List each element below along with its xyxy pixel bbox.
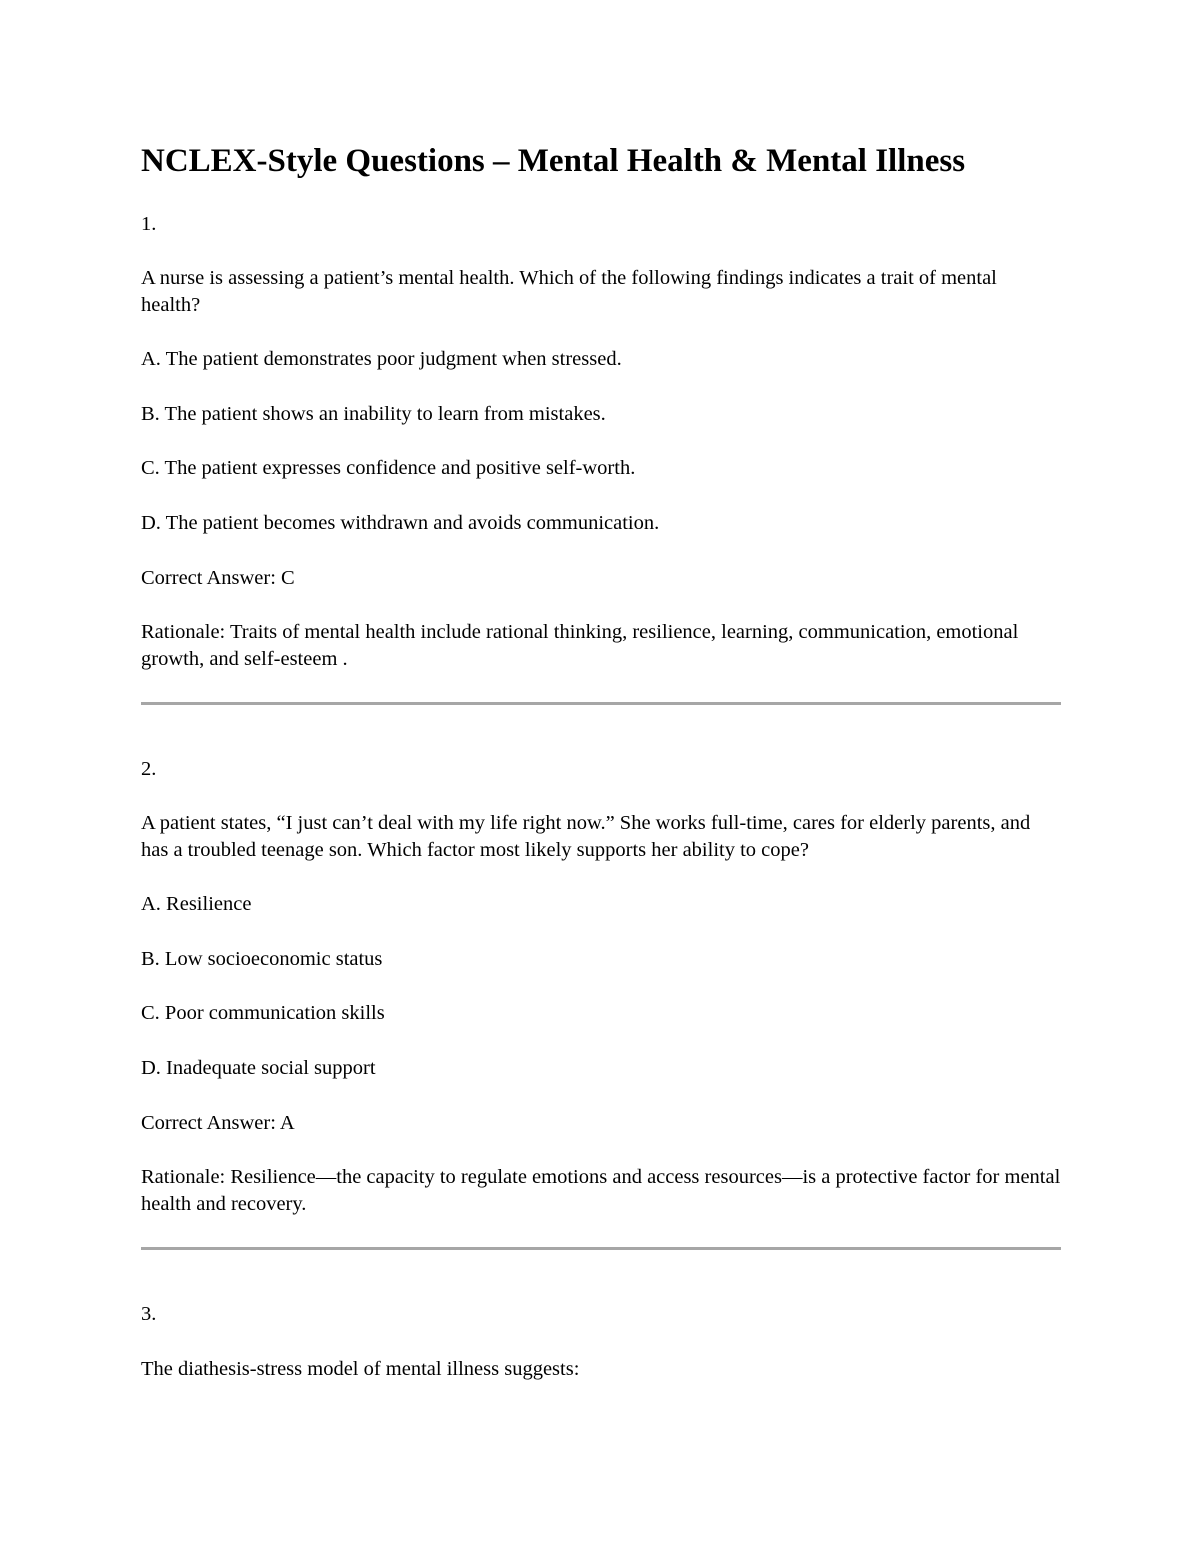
question-1-option-a: A. The patient demonstrates poor judgment when stressed.	[141, 348, 622, 370]
page-title: NCLEX-Style Questions – Mental Health & Mental Illness	[141, 143, 966, 179]
question-2-rationale: Rationale: Resilience—the capacity to regulate emotions and access resources—is a protective factor for mental health and recovery.	[141, 1166, 1061, 1215]
question-2-option-c: C. Poor communication skills	[141, 1002, 385, 1024]
question-2-correct-answer: Correct Answer: A	[141, 1112, 295, 1134]
section-divider	[141, 702, 1061, 705]
question-1-option-d: D. The patient becomes withdrawn and avoids communication.	[141, 512, 660, 534]
question-1-correct-answer: Correct Answer: C	[141, 567, 295, 589]
question-1-stem: A nurse is assessing a patient’s mental health. Which of the following findings indicates a trait of mental health?	[141, 267, 997, 316]
question-2-stem: A patient states, “I just can’t deal with my life right now.” She works full-time, cares for elderly parents, and has a troubled teenage son. Which factor most likely supports her ability to cope?	[141, 812, 1031, 861]
question-2-option-a: A. Resilience	[141, 893, 252, 915]
question-2-option-b: B. Low socioeconomic status	[141, 948, 383, 970]
question-1-number: 1.	[141, 213, 157, 235]
question-1-option-b: B. The patient shows an inability to learn from mistakes.	[141, 403, 606, 425]
section-divider	[141, 1247, 1061, 1250]
question-2-option-d: D. Inadequate social support	[141, 1057, 376, 1079]
question-1-option-c: C. The patient expresses confidence and positive self-worth.	[141, 457, 636, 479]
question-3-number: 3.	[141, 1303, 157, 1325]
question-1-rationale: Rationale: Traits of mental health include rational thinking, resilience, learning, communication, emotional growth, and self-esteem .	[141, 621, 1019, 670]
question-3-stem: The diathesis-stress model of mental illness suggests:	[141, 1358, 580, 1380]
question-2-number: 2.	[141, 758, 157, 780]
